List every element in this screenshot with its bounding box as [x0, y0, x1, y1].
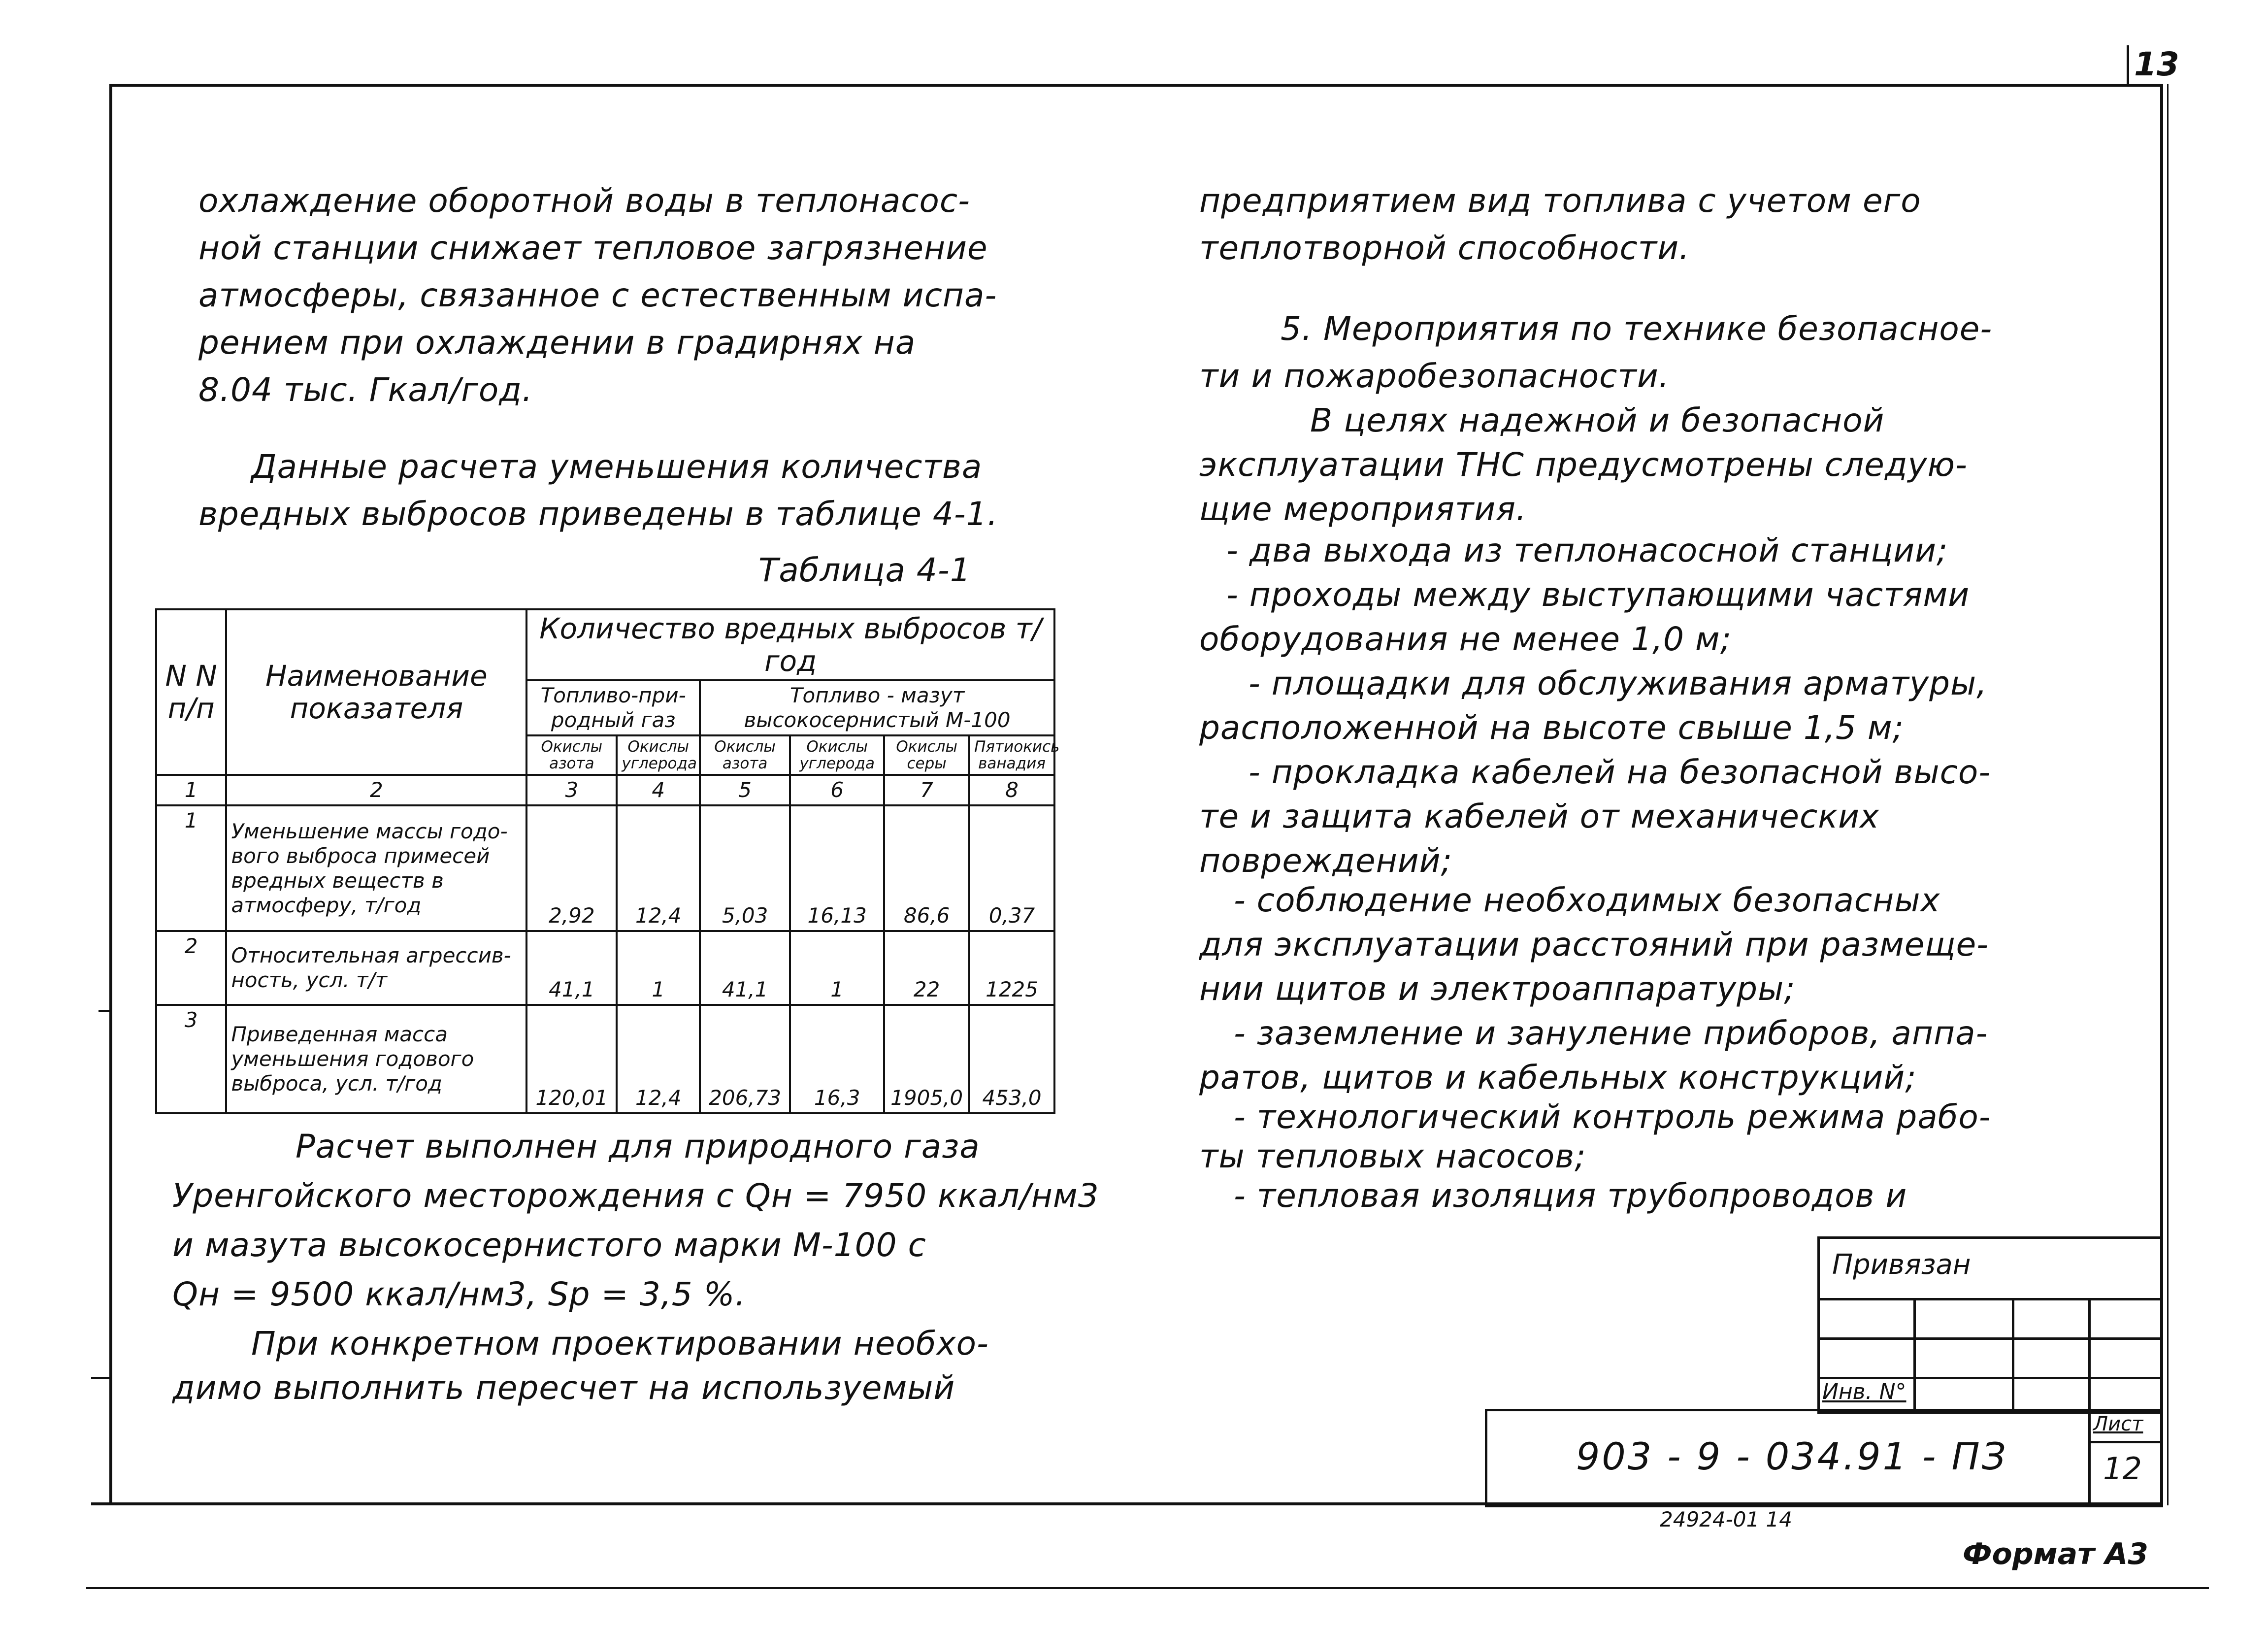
column-number: 4 — [617, 775, 700, 805]
row-value: 1 — [790, 931, 884, 1005]
para-calc-line-2: Уренгойского месторождения с Qн = 7950 ккал/нм3 — [172, 1177, 1099, 1215]
sheet-number: 12 — [2103, 1451, 2142, 1487]
right-line-21: - технологический контроль режима рабо- — [1234, 1098, 1991, 1136]
right-line-9: - проходы между выступающими частями — [1226, 576, 1970, 614]
binding-vline-1 — [1913, 1298, 1916, 1409]
privyazan-label: Привязан — [1832, 1249, 1971, 1281]
title-block-divider — [2088, 1409, 2091, 1502]
para-cooling-line-3: атмосферы, связанное с естественным испа- — [198, 276, 997, 314]
row-value: 41,1 — [526, 931, 617, 1005]
row-value: 0,37 — [969, 805, 1054, 931]
order-number: 24924-01 14 — [1660, 1507, 1793, 1531]
para-calc-line-4: Qн = 9500 ккал/нм3, Sp = 3,5 %. — [172, 1275, 746, 1313]
column-number: 7 — [884, 775, 969, 805]
para-cooling-line-1: охлаждение оборотной воды в теплонасос- — [198, 182, 970, 220]
binding-hline-1 — [1817, 1298, 2161, 1300]
right-line-5: В целях надежной и безопасной — [1310, 401, 1885, 439]
right-line-18: нии щитов и электроаппаратуры; — [1199, 970, 1796, 1008]
fold-mark-2 — [99, 1010, 111, 1012]
page-number-divider — [2127, 45, 2129, 85]
para-cooling-line-5: 8.04 тыс. Гкал/год. — [198, 371, 533, 409]
document-code: 903 - 9 - 034.91 - ПЗ — [1576, 1434, 2008, 1478]
column-number: 3 — [526, 775, 617, 805]
row-number: 3 — [156, 1005, 226, 1113]
row-value: 206,73 — [700, 1005, 790, 1113]
frame-left — [109, 84, 112, 1505]
right-line-20: ратов, щитов и кабельных конструкций; — [1199, 1059, 1917, 1097]
row-value: 86,6 — [884, 805, 969, 931]
frame-top — [109, 84, 2163, 87]
column-number: 6 — [790, 775, 884, 805]
right-line-15: повреждений; — [1199, 842, 1452, 880]
right-line-23: - тепловая изоляция трубопроводов и — [1234, 1177, 1907, 1215]
row-value: 16,13 — [790, 805, 884, 931]
row-value: 2,92 — [526, 805, 617, 931]
column-number: 2 — [226, 775, 526, 805]
frame-right-outer — [2167, 84, 2169, 1505]
title-block-list-divider — [2088, 1441, 2161, 1443]
header-vanadium-pentoxide: Пятиокись ванадия — [969, 735, 1054, 775]
fold-mark — [91, 1377, 111, 1379]
sheet-format: Формат А3 — [1963, 1537, 2149, 1571]
row-value: 1905,0 — [884, 1005, 969, 1113]
right-line-12: расположенной на высоте свыше 1,5 м; — [1199, 709, 1904, 747]
header-nitrogen-oxides-gas: Окислы азота — [526, 735, 617, 775]
right-line-16: - соблюдение необходимых безопасных — [1234, 881, 1940, 919]
row-value: 1 — [617, 931, 700, 1005]
row-value: 12,4 — [617, 1005, 700, 1113]
right-line-14: те и защита кабелей от механических — [1199, 798, 1880, 835]
sheet-trim-line — [86, 1587, 2209, 1589]
para-cooling-line-2: ной станции снижает тепловое загрязнение — [198, 229, 988, 267]
binding-vline-3 — [2088, 1298, 2091, 1409]
row-indicator-name: Уменьшение массы годо-вого выброса примесей вредных веществ в атмосферу, т/год — [226, 805, 526, 931]
row-indicator-name: Приведенная масса уменьшения годового выброса, усл. т/год — [226, 1005, 526, 1113]
header-nn: N N п/п — [156, 609, 226, 775]
column-number: 5 — [700, 775, 790, 805]
row-value: 1225 — [969, 931, 1054, 1005]
page-number: 13 — [2134, 45, 2179, 83]
right-line-22: ты тепловых насосов; — [1199, 1137, 1586, 1175]
para-data-line-2: вредных выбросов приведены в таблице 4-1. — [198, 495, 998, 533]
right-line-7: щие мероприятия. — [1199, 490, 1527, 528]
right-line-13: - прокладка кабелей на безопасной высо- — [1249, 753, 1991, 791]
row-value: 12,4 — [617, 805, 700, 931]
column-number: 8 — [969, 775, 1054, 805]
row-value: 120,01 — [526, 1005, 617, 1113]
inventory-number-label: Инв. N° — [1822, 1379, 1906, 1404]
row-value: 5,03 — [700, 805, 790, 931]
table-caption: Таблица 4-1 — [758, 551, 971, 589]
header-fuel-gas: Топливо-при-родный газ — [526, 680, 700, 735]
row-value: 453,0 — [969, 1005, 1054, 1113]
right-line-17: для эксплуатации расстояний при размеще- — [1199, 926, 1989, 964]
right-line-8: - два выхода из теплонасосной станции; — [1226, 532, 1948, 569]
header-carbon-oxides-mazut: Окислы углерода — [790, 735, 884, 775]
row-number: 1 — [156, 805, 226, 931]
right-line-6: эксплуатации ТНС предусмотрены следую- — [1199, 446, 1968, 484]
binding-vline-2 — [2012, 1298, 2014, 1409]
table-row — [156, 931, 1054, 1005]
row-number: 2 — [156, 931, 226, 1005]
para-calc-line-5: При конкретном проектировании необхо- — [251, 1325, 989, 1363]
header-nitrogen-oxides-mazut: Окислы азота — [700, 735, 790, 775]
sheet-label: Лист — [2093, 1413, 2143, 1435]
row-value: 22 — [884, 931, 969, 1005]
section-5-heading: 5. Мероприятия по технике безопасное- — [1281, 310, 1993, 348]
para-calc-line-6: димо выполнить пересчет на используемый — [172, 1369, 955, 1407]
table-row — [156, 1005, 1054, 1113]
para-calc-line-1: Расчет выполнен для природного газа — [296, 1128, 980, 1165]
binding-hline-2 — [1817, 1337, 2161, 1340]
right-line-4: ти и пожаробезопасности. — [1199, 357, 1670, 395]
table-row — [156, 805, 1054, 931]
right-line-11: - площадки для обслуживания арматуры, — [1249, 665, 1988, 702]
header-fuel-mazut: Топливо - мазут высокосернистый М-100 — [700, 680, 1054, 735]
right-line-2: теплотворной способности. — [1199, 229, 1690, 267]
right-line-10: оборудования не менее 1,0 м; — [1199, 620, 1732, 658]
row-value: 16,3 — [790, 1005, 884, 1113]
para-data-line-1: Данные расчета уменьшения количества — [251, 448, 983, 486]
para-calc-line-3: и мазута высокосернистого марки М-100 с — [172, 1226, 926, 1264]
column-number: 1 — [156, 775, 226, 805]
row-indicator-name: Относительная агрессив-ность, усл. т/т — [226, 931, 526, 1005]
header-emission-quantity: Количество вредных выбросов т/год — [526, 609, 1054, 680]
emissions-table — [155, 608, 1060, 1114]
header-carbon-oxides-gas: Окислы углерода — [617, 735, 700, 775]
row-value: 41,1 — [700, 931, 790, 1005]
para-cooling-line-4: рением при охлаждении в градирнях на — [198, 324, 916, 362]
header-sulfur-oxides: Окислы серы — [884, 735, 969, 775]
right-line-19: - заземление и зануление приборов, аппа- — [1234, 1014, 1988, 1052]
header-indicator-name: Наименование показателя — [226, 609, 526, 775]
right-line-1: предприятием вид топлива с учетом его — [1199, 182, 1921, 220]
